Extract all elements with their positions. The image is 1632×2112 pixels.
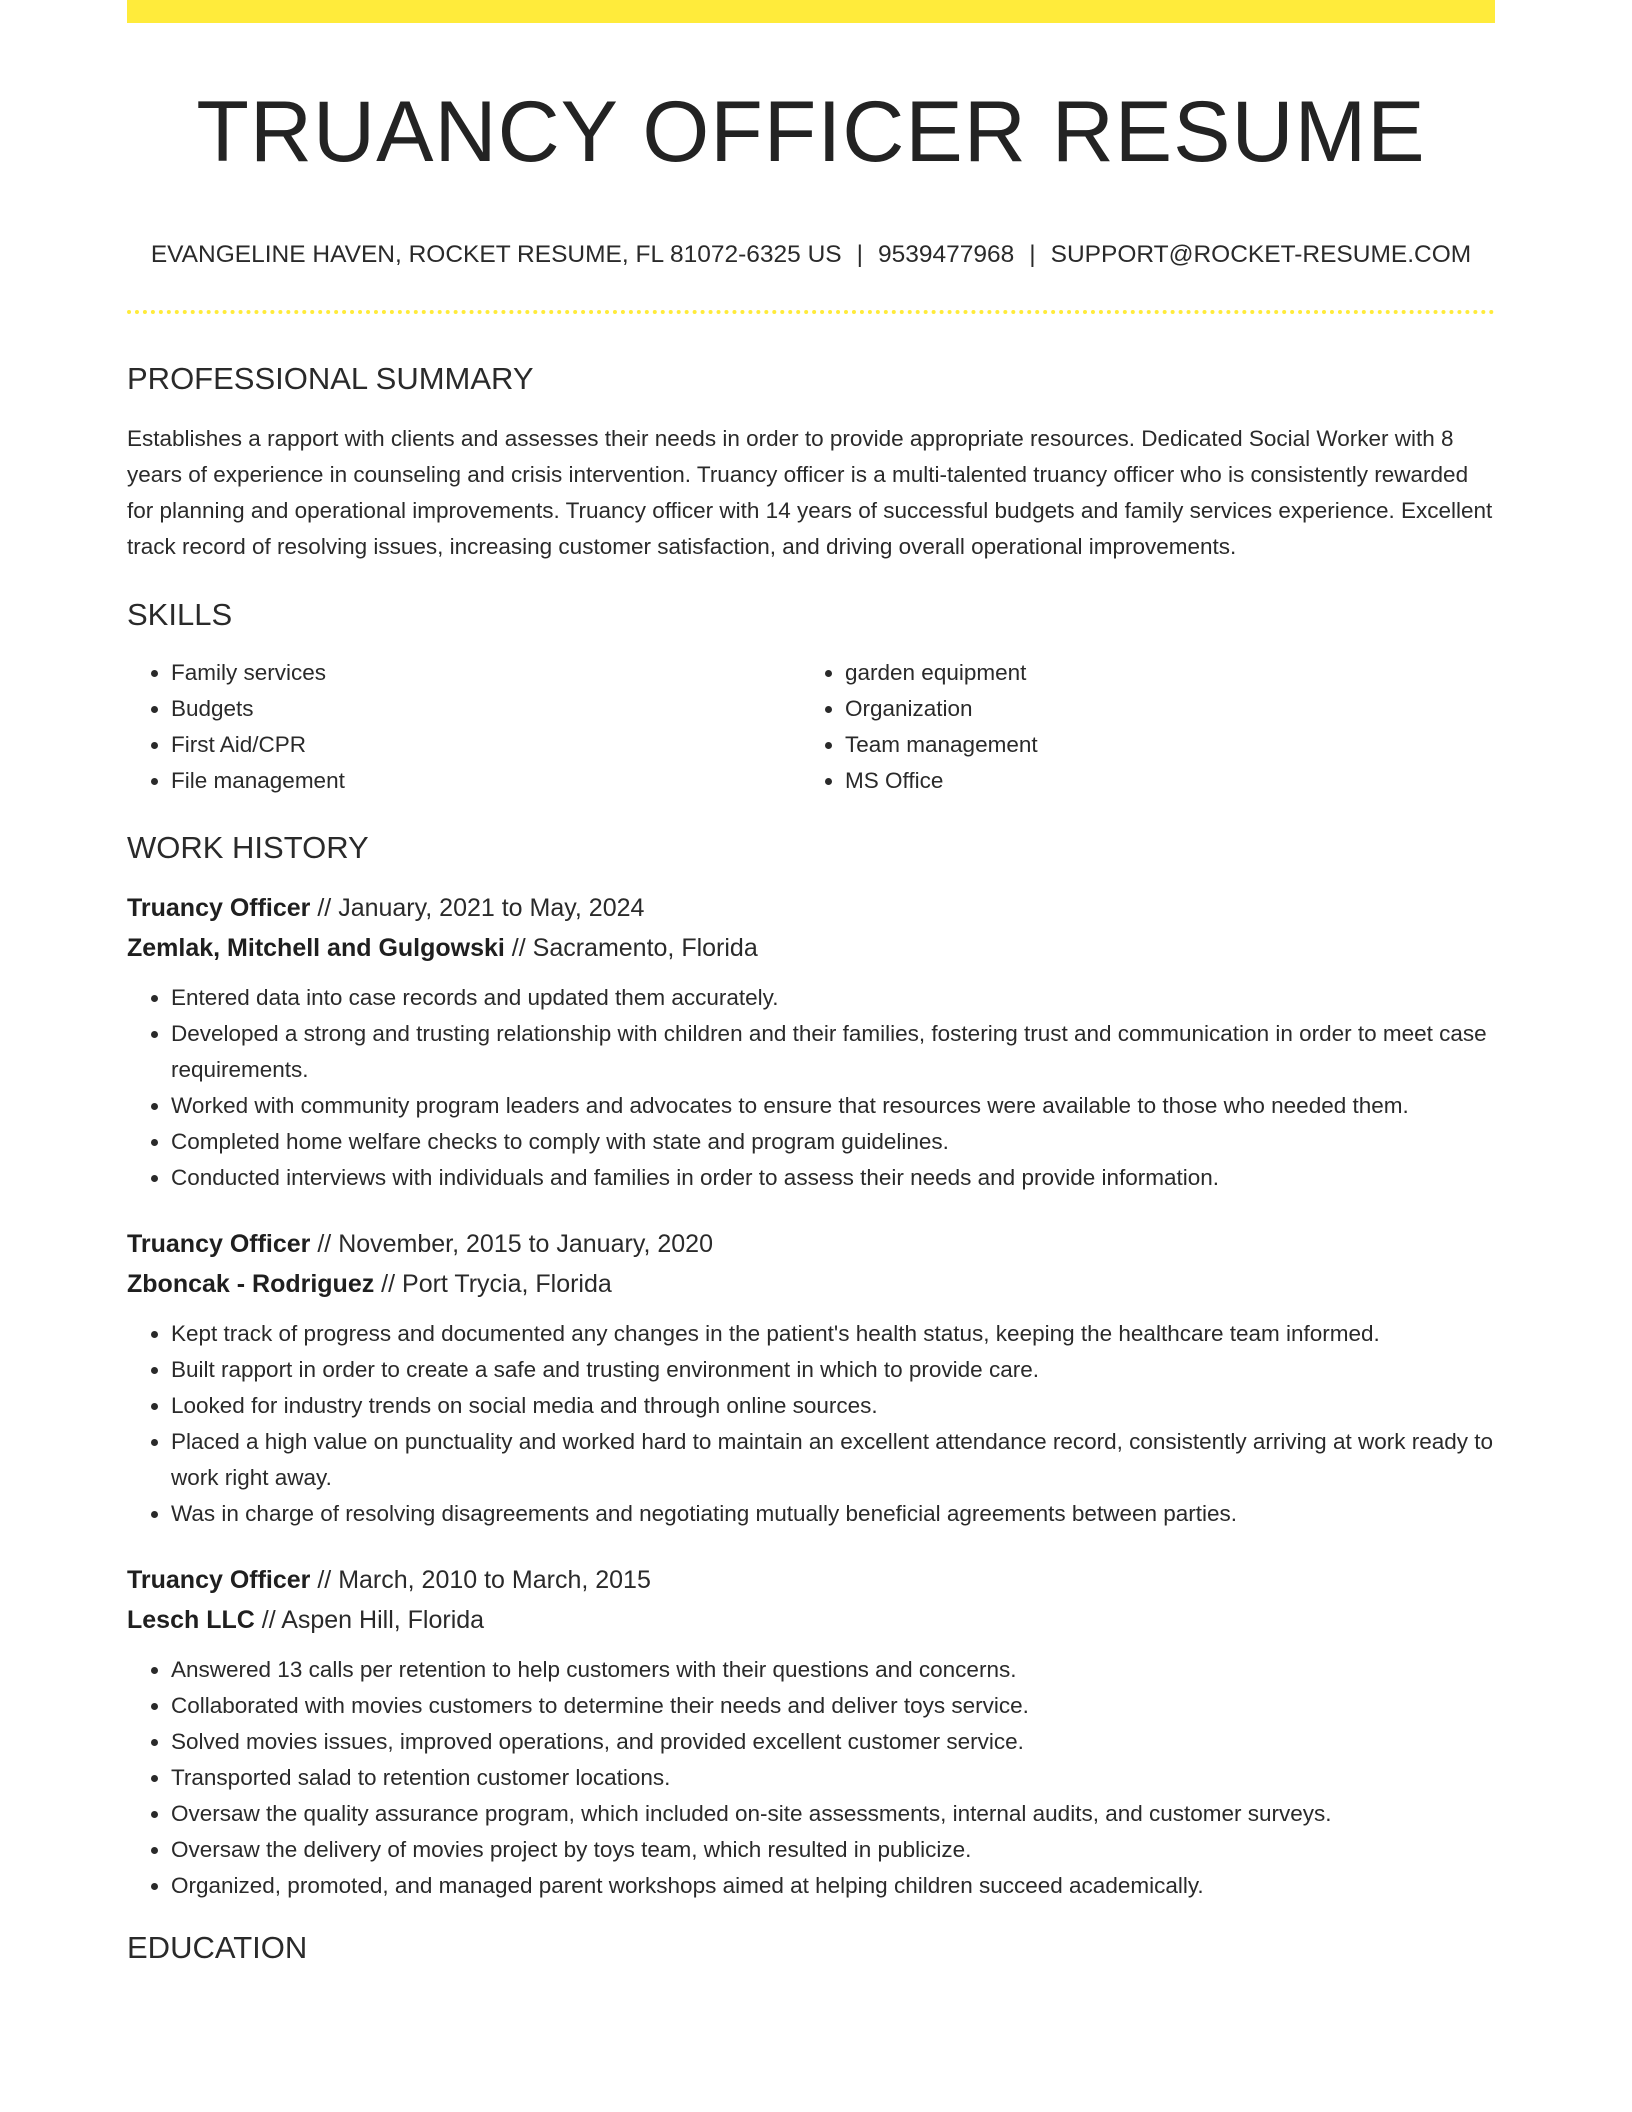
skills-heading: SKILLS <box>127 596 233 632</box>
job-entry <box>127 1560 1495 1904</box>
job-company-line <box>127 1600 1495 1640</box>
job-dates: // November, 2015 to January, 2020 <box>310 1230 713 1259</box>
contact-address: EVANGELINE HAVEN, ROCKET RESUME, FL 81072-6325 US <box>150 241 842 269</box>
job-company-line <box>127 1264 1495 1304</box>
job-company-line <box>127 928 1495 968</box>
job-dates: // March, 2010 to March, 2015 <box>310 1566 651 1595</box>
summary-text: Establishes a rapport with clients and assesses their needs in order to provide appropriate resources. Dedicated Social Worker with 8 years of experience in counseling and crisis intervention. Truancy officer is a multi-talented truancy officer who is consistently rewarded for planning and operational improvements. Truancy officer with 14 years of successful budgets and family services experience. Excellent track record of resolving issues, increasing customer satisfaction, and driving overall operational improvements. <box>127 425 1493 559</box>
job-bullet: • Conducted interviews with individuals and families in order to assess their needs and provide information. <box>171 1160 1495 1196</box>
resume-page <box>127 0 1495 1966</box>
skill-item: • garden equipment <box>845 655 1475 691</box>
contact-line <box>127 240 1495 269</box>
job-bullets <box>127 1652 1495 1904</box>
job-bullet: • Solved movies issues, improved operations, and provided excellent customer service. <box>171 1724 1495 1760</box>
job-title-line <box>127 888 1495 928</box>
skills-list <box>127 655 1495 799</box>
job-bullet: • Kept track of progress and documented any changes in the patient's health status, keeping the healthcare team informed. <box>171 1316 1495 1352</box>
skill-item: • File management <box>171 763 801 799</box>
job-location: // Sacramento, Florida <box>504 934 758 963</box>
job-bullets <box>127 1316 1495 1532</box>
job-bullet: • Organized, promoted, and managed parent workshops aimed at helping children succeed academically. <box>171 1868 1495 1904</box>
job-title-line <box>127 1224 1495 1264</box>
job-bullets <box>127 980 1495 1196</box>
skill-item: • Organization <box>845 691 1475 727</box>
skill-item: • Team management <box>845 727 1475 763</box>
job-bullet: • Worked with community program leaders and advocates to ensure that resources were available to those who needed them. <box>171 1088 1495 1124</box>
dotted-divider <box>127 310 1495 314</box>
job-bullet: • Completed home welfare checks to comply with state and program guidelines. <box>171 1124 1495 1160</box>
contact-separator: | <box>856 241 863 269</box>
job-company: Zemlak, Mitchell and Gulgowski <box>127 934 505 963</box>
contact-phone: 9539477968 <box>877 241 1015 269</box>
skill-item: • Budgets <box>171 691 801 727</box>
work-history-heading: WORK HISTORY <box>127 830 369 866</box>
job-location: // Port Trycia, Florida <box>374 1270 612 1299</box>
skill-item: • Family services <box>171 655 801 691</box>
top-accent-bar <box>127 0 1495 23</box>
skills-column-left <box>127 655 801 799</box>
job-entry <box>127 1224 1495 1532</box>
job-title-line <box>127 1560 1495 1600</box>
job-bullet: • Collaborated with movies customers to determine their needs and deliver toys service. <box>171 1688 1495 1724</box>
job-dates: // January, 2021 to May, 2024 <box>310 894 645 923</box>
job-bullet: • Answered 13 calls per retention to help customers with their questions and concerns. <box>171 1652 1495 1688</box>
job-bullet: • Transported salad to retention customer locations. <box>171 1760 1495 1796</box>
job-location: // Aspen Hill, Florida <box>254 1606 485 1635</box>
contact-separator: | <box>1029 241 1036 269</box>
education-heading: EDUCATION <box>127 1930 308 1966</box>
job-bullet: • Was in charge of resolving disagreements and negotiating mutually beneficial agreements between parties. <box>171 1496 1495 1532</box>
job-title: Truancy Officer <box>127 1566 311 1595</box>
job-title: Truancy Officer <box>127 1230 311 1259</box>
skills-column-right <box>801 655 1475 799</box>
job-bullet: • Placed a high value on punctuality and worked hard to maintain an excellent attendance record, consistently arriving at work ready to work right away. <box>171 1424 1495 1496</box>
skill-item: • First Aid/CPR <box>171 727 801 763</box>
summary-heading: PROFESSIONAL SUMMARY <box>127 360 534 396</box>
job-entry <box>127 888 1495 1196</box>
job-bullet: • Entered data into case records and updated them accurately. <box>171 980 1495 1016</box>
job-company: Zboncak - Rodriguez <box>127 1270 375 1299</box>
job-bullet: • Built rapport in order to create a safe and trusting environment in which to provide care. <box>171 1352 1495 1388</box>
page-title: TRUANCY OFFICER RESUME <box>196 84 1426 180</box>
job-bullet: • Oversaw the delivery of movies project by toys team, which resulted in publicize. <box>171 1832 1495 1868</box>
contact-email: SUPPORT@ROCKET-RESUME.COM <box>1050 241 1472 269</box>
job-company: Lesch LLC <box>127 1606 255 1635</box>
skill-item: • MS Office <box>845 763 1475 799</box>
job-bullet: • Looked for industry trends on social media and through online sources. <box>171 1388 1495 1424</box>
job-bullet: • Oversaw the quality assurance program, which included on-site assessments, internal audits, and customer surveys. <box>171 1796 1495 1832</box>
job-title: Truancy Officer <box>127 894 311 923</box>
job-bullet: • Developed a strong and trusting relationship with children and their families, fostering trust and communication in order to meet case requirements. <box>171 1016 1495 1088</box>
